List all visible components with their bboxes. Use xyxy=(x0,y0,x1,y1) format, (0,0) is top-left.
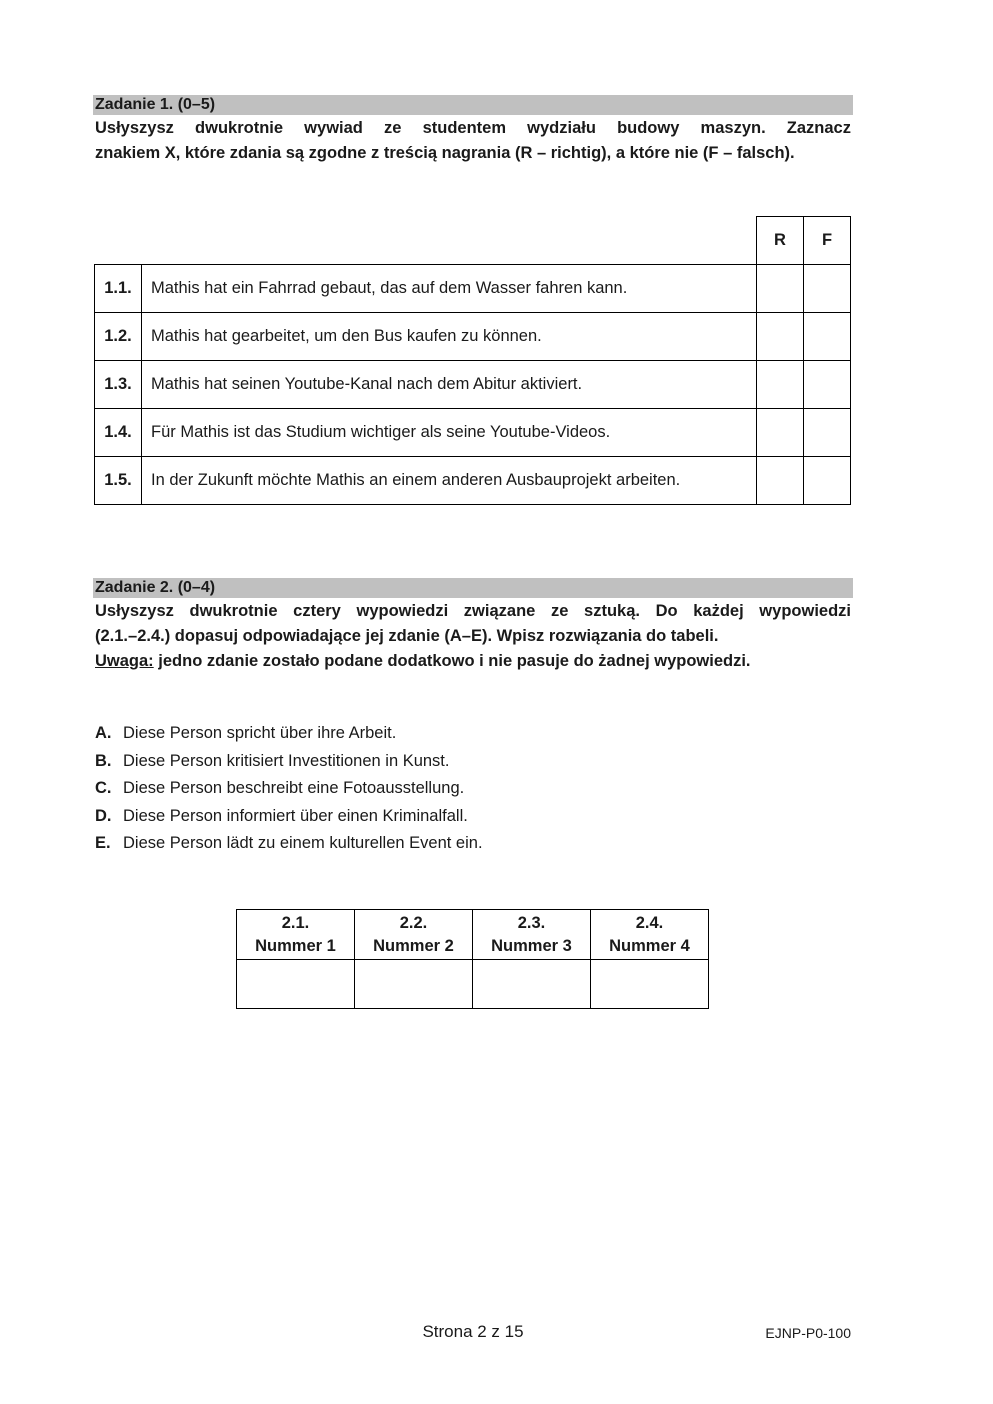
table-row xyxy=(95,313,851,361)
task1-header: Zadanie 1. (0–5) xyxy=(93,95,853,115)
column-header xyxy=(237,910,355,960)
column-number: 2.3. xyxy=(517,913,546,932)
statement-text: Mathis hat seinen Youtube-Kanal nach dem Abitur aktiviert. xyxy=(142,361,757,409)
column-label: Nummer 3 xyxy=(491,936,572,955)
answer-r-box[interactable] xyxy=(757,361,804,409)
row-number: 1.2. xyxy=(95,313,142,361)
answer-cell[interactable] xyxy=(591,960,709,1009)
option-text: Diese Person kritisiert Investitionen in Kunst. xyxy=(123,751,450,770)
column-r-header: R xyxy=(757,217,804,265)
option-letter: C. xyxy=(95,779,112,797)
option-letter: A. xyxy=(95,724,112,742)
answer-f-box[interactable] xyxy=(804,409,851,457)
task1-instruction-line2: znakiem X, które zdania są zgodne z treścią nagrania (R – richtig), a które nie (F – falsch). xyxy=(95,144,795,162)
column-label: Nummer 1 xyxy=(255,936,336,955)
true-false-table xyxy=(94,216,851,505)
answer-cell[interactable] xyxy=(237,960,355,1009)
option-letter: E. xyxy=(95,834,111,852)
answer-f-box[interactable] xyxy=(804,313,851,361)
task2-header: Zadanie 2. (0–4) xyxy=(93,578,853,598)
document-code: EJNP-P0-100 xyxy=(765,1325,851,1341)
answer-r-box[interactable] xyxy=(757,409,804,457)
list-item xyxy=(95,720,483,748)
task1-instruction xyxy=(95,116,851,166)
table-header-row xyxy=(95,217,851,265)
note-label: Uwaga: xyxy=(95,652,154,670)
statement-text: Mathis hat ein Fahrrad gebaut, das auf dem Wasser fahren kann. xyxy=(142,265,757,313)
row-number: 1.3. xyxy=(95,361,142,409)
table-header-row xyxy=(237,910,709,960)
option-letter: D. xyxy=(95,806,112,825)
answer-r-box[interactable] xyxy=(757,313,804,361)
option-text: Diese Person beschreibt eine Fotoausstellung. xyxy=(123,779,465,797)
column-header xyxy=(473,910,591,960)
column-number: 2.4. xyxy=(635,913,664,932)
answer-r-box[interactable] xyxy=(757,457,804,505)
column-label: Nummer 4 xyxy=(609,936,690,955)
answer-f-box[interactable] xyxy=(804,361,851,409)
statement-text: Mathis hat gearbeitet, um den Bus kaufen zu können. xyxy=(142,313,757,361)
task2-instruction-line2: (2.1.–2.4.) dopasuj odpowiadające jej zdanie (A–E). Wpisz rozwiązania do tabeli. xyxy=(95,627,719,645)
option-text: Diese Person lädt zu einem kulturellen Event ein. xyxy=(123,834,483,852)
page-number: Strona 2 z 15 xyxy=(422,1322,524,1341)
column-header xyxy=(355,910,473,960)
answer-r-box[interactable] xyxy=(757,265,804,313)
list-item xyxy=(95,775,483,803)
row-number: 1.1. xyxy=(95,265,142,313)
option-text: Diese Person spricht über ihre Arbeit. xyxy=(123,724,397,742)
column-number: 2.1. xyxy=(281,913,310,932)
table-row xyxy=(95,361,851,409)
option-text: Diese Person informiert über einen Kriminalfall. xyxy=(123,806,468,825)
table-row xyxy=(95,409,851,457)
column-header xyxy=(591,910,709,960)
column-label: Nummer 2 xyxy=(373,936,454,955)
table-row xyxy=(95,457,851,505)
note-text: jedno zdanie zostało podane dodatkowo i nie pasuje do żadnej wypowiedzi. xyxy=(153,652,751,670)
statement-text: In der Zukunft möchte Mathis an einem anderen Ausbauprojekt arbeiten. xyxy=(142,457,757,505)
header-spacer xyxy=(95,217,757,265)
row-number: 1.5. xyxy=(95,457,142,505)
table-row xyxy=(95,265,851,313)
column-number: 2.2. xyxy=(399,913,428,932)
answer-options-list xyxy=(95,720,483,858)
answer-cell[interactable] xyxy=(473,960,591,1009)
answer-f-box[interactable] xyxy=(804,457,851,505)
column-f-header: F xyxy=(804,217,851,265)
task2-instruction xyxy=(95,599,851,674)
task2-instruction-line1: Usłyszysz dwukrotnie cztery wypowiedzi związane ze sztuką. Do każdej wypowiedzi xyxy=(95,602,851,620)
list-item xyxy=(95,748,483,776)
option-letter: B. xyxy=(95,751,112,770)
task2-note xyxy=(95,649,851,674)
answer-f-box[interactable] xyxy=(804,265,851,313)
statement-text: Für Mathis ist das Studium wichtiger als seine Youtube-Videos. xyxy=(142,409,757,457)
list-item xyxy=(95,803,483,831)
matching-answer-table xyxy=(236,909,709,1009)
answer-cell[interactable] xyxy=(355,960,473,1009)
answer-row xyxy=(237,960,709,1009)
task1-instruction-line1: Usłyszysz dwukrotnie wywiad ze studentem wydziału budowy maszyn. Zaznacz xyxy=(95,119,851,137)
list-item xyxy=(95,830,483,858)
row-number: 1.4. xyxy=(95,409,142,457)
